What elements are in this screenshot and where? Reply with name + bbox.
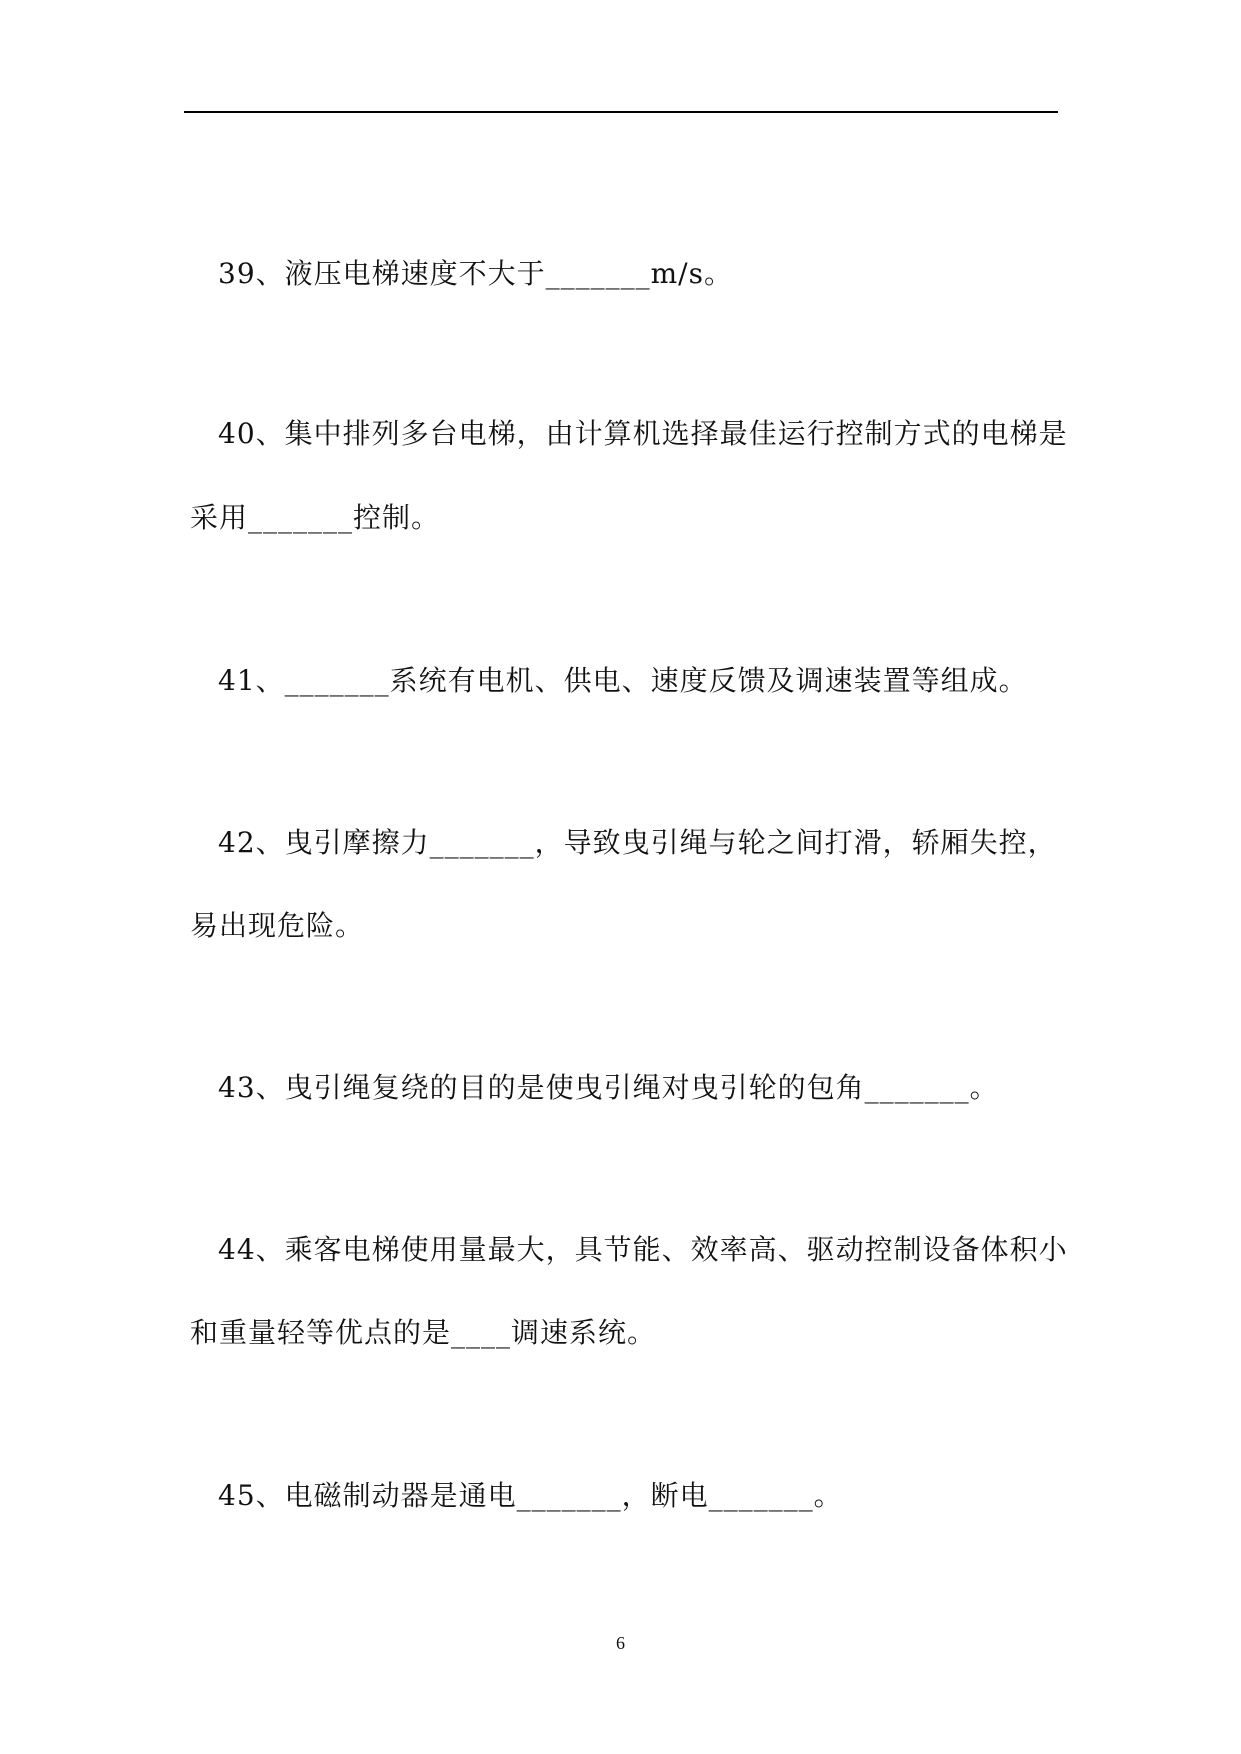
question-40-line-1: 40、集中排列多台电梯，由计算机选择最佳运行控制方式的电梯是 xyxy=(218,417,1068,450)
question-45-line-1: 45、电磁制动器是通电_______，断电_______。 xyxy=(218,1479,843,1512)
question-42-line-2: 易出现危险。 xyxy=(190,909,365,942)
question-44-line-1: 44、乘客电梯使用量最大，具节能、效率高、驱动控制设备体积小 xyxy=(218,1233,1068,1266)
question-41-line-1: 41、_______系统有电机、供电、速度反馈及调速装置等组成。 xyxy=(218,664,1028,697)
question-43-line-1: 43、曳引绳复绕的目的是使曳引绳对曳引轮的包角_______。 xyxy=(218,1071,999,1104)
page-number: 6 xyxy=(616,1633,625,1653)
header-rule xyxy=(184,111,1058,113)
question-42-line-1: 42、曳引摩擦力_______，导致曳引绳与轮之间打滑，轿厢失控， xyxy=(218,826,1057,859)
question-44-line-2: 和重量轻等优点的是____调速系统。 xyxy=(190,1316,657,1349)
question-39-line-1: 39、液压电梯速度不大于_______m/s。 xyxy=(218,257,733,290)
question-40-line-2: 采用_______控制。 xyxy=(190,501,441,534)
